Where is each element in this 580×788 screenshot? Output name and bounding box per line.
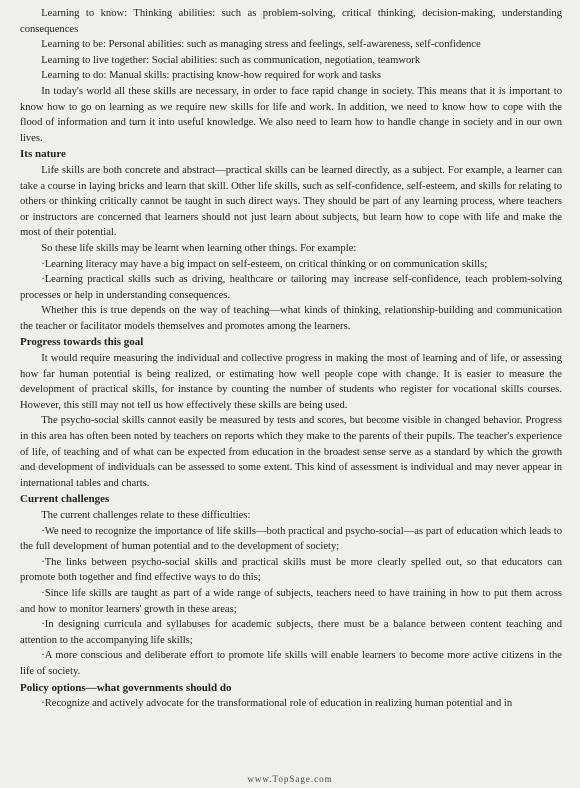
bullet-item: ·Since life skills are taught as part of a wide range of subjects, teachers need to have training in how to put them across and how to monitor learners' growth in these areas; xyxy=(20,587,562,615)
bullet-item: ·In designing curricula and syllabuses for academic subjects, there must be a balance between content teaching and attention to the accompanying life skills; xyxy=(20,619,562,646)
bullet-item: ·We need to recognize the importance of life skills—both practical and psycho-social—as part of education which leads to the full development of human potential and to the development of society; xyxy=(20,525,562,553)
paragraph: Learning to be: Personal abilities: such as managing stress and feelings, self-awareness, self-confidence xyxy=(41,39,481,51)
paragraph: Learning to live together: Social abilities: such as communication, negotiation, teamwork xyxy=(41,54,421,66)
section-heading: Current challenges xyxy=(20,493,110,506)
section-heading: Progress towards this goal xyxy=(20,336,144,349)
paragraph: Learning to do: Manual skills: practising know-how required for work and tasks xyxy=(41,70,381,82)
paragraph: The current challenges relate to these difficulties: xyxy=(41,510,251,521)
paragraph: The psycho-social skills cannot easily be measured by tests and scores, but become visible in changed behavior. Progress in this area has often been noted by teachers on reports which they make to the parents of their pupils. The teacher's experience of life, of teaching and of what can be expected from education in the broadest sense serve as a standard by which the growth and development of individuals can be assessed to some extent. This kind of assessment is individual and may never appear in international tables and charts. xyxy=(20,415,562,489)
bullet-item: ·Learning literacy may have a big impact on self-esteem, on critical thinking or on communication skills; xyxy=(41,258,488,270)
paragraph: Learning to know: Thinking abilities: such as problem-solving, critical thinking, decision-making, understanding consequences xyxy=(20,8,562,35)
page-footer: www.TopSage.com xyxy=(247,774,333,785)
paragraph: So these life skills may be learnt when learning other things. For example: xyxy=(41,242,357,254)
section-heading: Its nature xyxy=(20,148,66,161)
paragraph: It would require measuring the individual and collective progress in making the most of learning and of life, or assessing how far human potential is being realized, or estimating how well people cope with change. It is easier to measure the development of practical skills, for instance by counting the number of students who register for vocational skills courses. However, this still may not tell us how effectively these skills are being used. xyxy=(20,353,562,411)
bullet-item: ·Recognize and actively advocate for the transformational role of education in realizing human potential and in xyxy=(41,698,513,710)
paragraph: Life skills are both concrete and abstract—practical skills can be learned directly, as a subject. For example, a learner can take a course in laying bricks and learn that skill. Other life skills, such as self-confidence, self-esteem, and skills for relating to others or thinking critically cannot be taught in such direct ways. They should be part of any learning process, where teachers or instructors are concerned that learners should not just learn about subjects, but learn how to cope with life and make the most of their potential. xyxy=(20,164,562,239)
bullet-item: ·Learning practical skills such as driving, healthcare or tailoring may increase self-confidence, teach problem-solving processes or help in understanding consequences. xyxy=(20,274,562,301)
paragraph: In today's world all these skills are necessary, in order to face rapid change in society. This means that it is important to know how to go on learning as we require new skills for life and work. In addition, we need to know how to cope with the flood of information and turn it into useful knowledge. We also need to learn how to handle change in society and in our own lives. xyxy=(20,85,562,144)
bullet-item: ·A more conscious and deliberate effort to promote life skills will enable learners to become more active citizens in the life of society. xyxy=(20,650,562,677)
paragraph: Whether this is true depends on the way of teaching—what kinds of thinking, relationship-building and communication the teacher or facilitator models themselves and promotes among the learners. xyxy=(20,305,562,332)
bullet-item: ·The links between psycho-social skills and practical skills must be more clearly spelled out, so that educators can promote both together and find effective ways to do this; xyxy=(20,556,562,584)
section-heading: Policy options—what governments should do xyxy=(20,681,232,694)
